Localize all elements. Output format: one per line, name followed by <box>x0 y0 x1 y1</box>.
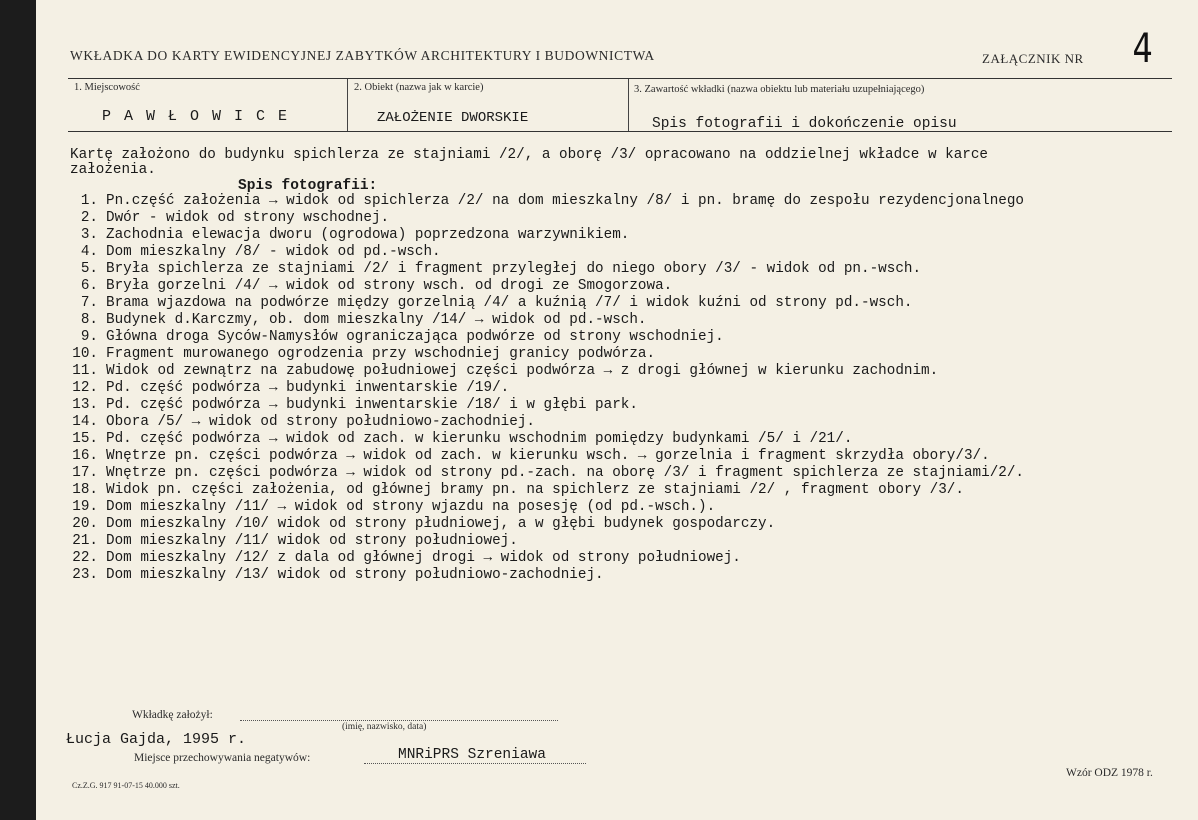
list-item: 21. Dom mieszkalny /11/ widok od strony południowej. <box>72 533 518 549</box>
content-value: Spis fotografii i dokończenie opisu <box>652 116 957 132</box>
list-item: 8. Budynek d.Karczmy, ob. dom mieszkalny /14/ → widok od pd.-wsch. <box>80 312 647 328</box>
list-item: 2. Dwór - widok od strony wschodnej. <box>80 210 390 226</box>
form-id: Wzór ODZ 1978 r. <box>1066 767 1153 779</box>
list-item: 5. Bryła spichlerza ze stajniami /2/ i fragment przyległej do niego obory /3/ - widok od pn.-wsch. <box>80 261 922 277</box>
list-heading: Spis fotografii: <box>238 178 378 194</box>
form-title: WKŁADKA DO KARTY EWIDENCYJNEJ ZABYTKÓW ARCHITEKTURY I BUDOWNICTWA <box>70 48 655 63</box>
list-item: 20. Dom mieszkalny /10/ widok od strony płudniowej, a w głębi budynek gospodarczy. <box>72 516 776 532</box>
list-item: 17. Wnętrze pn. części podwórza → widok od strony pd.-zach. na oborę /3/ i fragment spichlerza ze stajniami/2/. <box>72 465 1025 481</box>
list-item: 23. Dom mieszkalny /13/ widok od strony południowo-zachodniej. <box>72 567 604 583</box>
negatives-label: Miejsce przechowywania negatywów: <box>134 752 311 764</box>
list-item: 13. Pd. część podwórza → budynki inwentarskie /18/ i w głębi park. <box>72 397 638 413</box>
list-item: 10. Fragment murowanego ogrodzenia przy wschodniej granicy podwórza. <box>72 346 656 362</box>
object-label: 2. Obiekt (nazwa jak w karcie) <box>354 82 484 93</box>
print-info: Cz.Z.G. 917 91-07-15 40.000 szt. <box>72 781 180 790</box>
created-by-dotted-line <box>240 720 558 721</box>
negatives-dotted-line <box>364 763 586 764</box>
list-item: 19. Dom mieszkalny /11/ → widok od strony wjazdu na posesję (od pd.-wsch.). <box>72 499 716 515</box>
list-item: 15. Pd. część podwórza → widok od zach. w kierunku wschodnim pomiędzy budynkami /5/ i /21/. <box>72 431 853 447</box>
attachment-number: 4 <box>1132 26 1153 72</box>
list-item: 18. Widok pn. części założenia, od głównej bramy pn. na spichlerz ze stajniami /2/ , fragment obory /3/. <box>72 482 964 498</box>
list-item: 14. Obora /5/ → widok od strony południowo-zachodniej. <box>72 414 535 430</box>
list-item: 4. Dom mieszkalny /8/ - widok od pd.-wsch. <box>80 244 441 260</box>
header-bottom-rule <box>68 131 1172 132</box>
list-item: 9. Główna droga Syców-Namysłów ograniczająca podwórze od strony wschodniej. <box>80 329 724 345</box>
intro-line-2: założenia. <box>70 162 156 178</box>
list-item: 22. Dom mieszkalny /12/ z dala od głównej drogi → widok od strony południowej. <box>72 550 741 566</box>
created-by-label: Wkładkę założył: <box>132 709 213 721</box>
created-by-hint: (imię, nazwisko, data) <box>342 722 427 732</box>
locality-value: P A W Ł O W I C E <box>102 108 290 125</box>
document-sheet <box>36 0 1198 820</box>
field-divider-2 <box>628 79 629 131</box>
object-value: ZAŁOŻENIE DWORSKIE <box>377 110 529 126</box>
created-by-value: Łucja Gajda, 1995 r. <box>66 731 247 748</box>
locality-label: 1. Miejscowość <box>74 82 140 93</box>
attachment-label: ZAŁĄCZNIK NR <box>982 51 1084 66</box>
list-item: 12. Pd. część podwórza → budynki inwentarskie /19/. <box>72 380 510 396</box>
intro-line-1: Kartę założono do budynku spichlerza ze stajniami /2/, a oborę /3/ opracowano na oddzielnej wkładce w karce <box>70 147 989 163</box>
header-top-rule <box>68 78 1172 79</box>
list-item: 1. Pn.część założenia → widok od spichlerza /2/ na dom mieszkalny /8/ i pn. bramę do zespołu rezydencjonalnego <box>80 193 1025 209</box>
list-item: 11. Widok od zewnątrz na zabudowę południowej części podwórza → z drogi głównej w kierunku zachodnim. <box>72 363 939 379</box>
list-item: 16. Wnętrze pn. części podwórza → widok od zach. w kierunku wsch. → gorzelnia i fragment skrzydła obory/3/. <box>72 448 990 464</box>
photo-list <box>64 193 1184 593</box>
field-divider-1 <box>347 79 348 131</box>
list-item: 3. Zachodnia elewacja dworu (ogrodowa) poprzedzona warzywnikiem. <box>80 227 630 243</box>
content-label: 3. Zawartość wkładki (nazwa obiektu lub materiału uzupełniającego) <box>634 84 925 95</box>
negatives-value: MNRiPRS Szreniawa <box>398 747 546 763</box>
list-item: 6. Bryła gorzelni /4/ → widok od strony wsch. od drogi ze Smogorzowa. <box>80 278 673 294</box>
list-item: 7. Brama wjazdowa na podwórze między gorzelnią /4/ a kuźnią /7/ i widok kuźni od strony pd.-wsch. <box>80 295 913 311</box>
